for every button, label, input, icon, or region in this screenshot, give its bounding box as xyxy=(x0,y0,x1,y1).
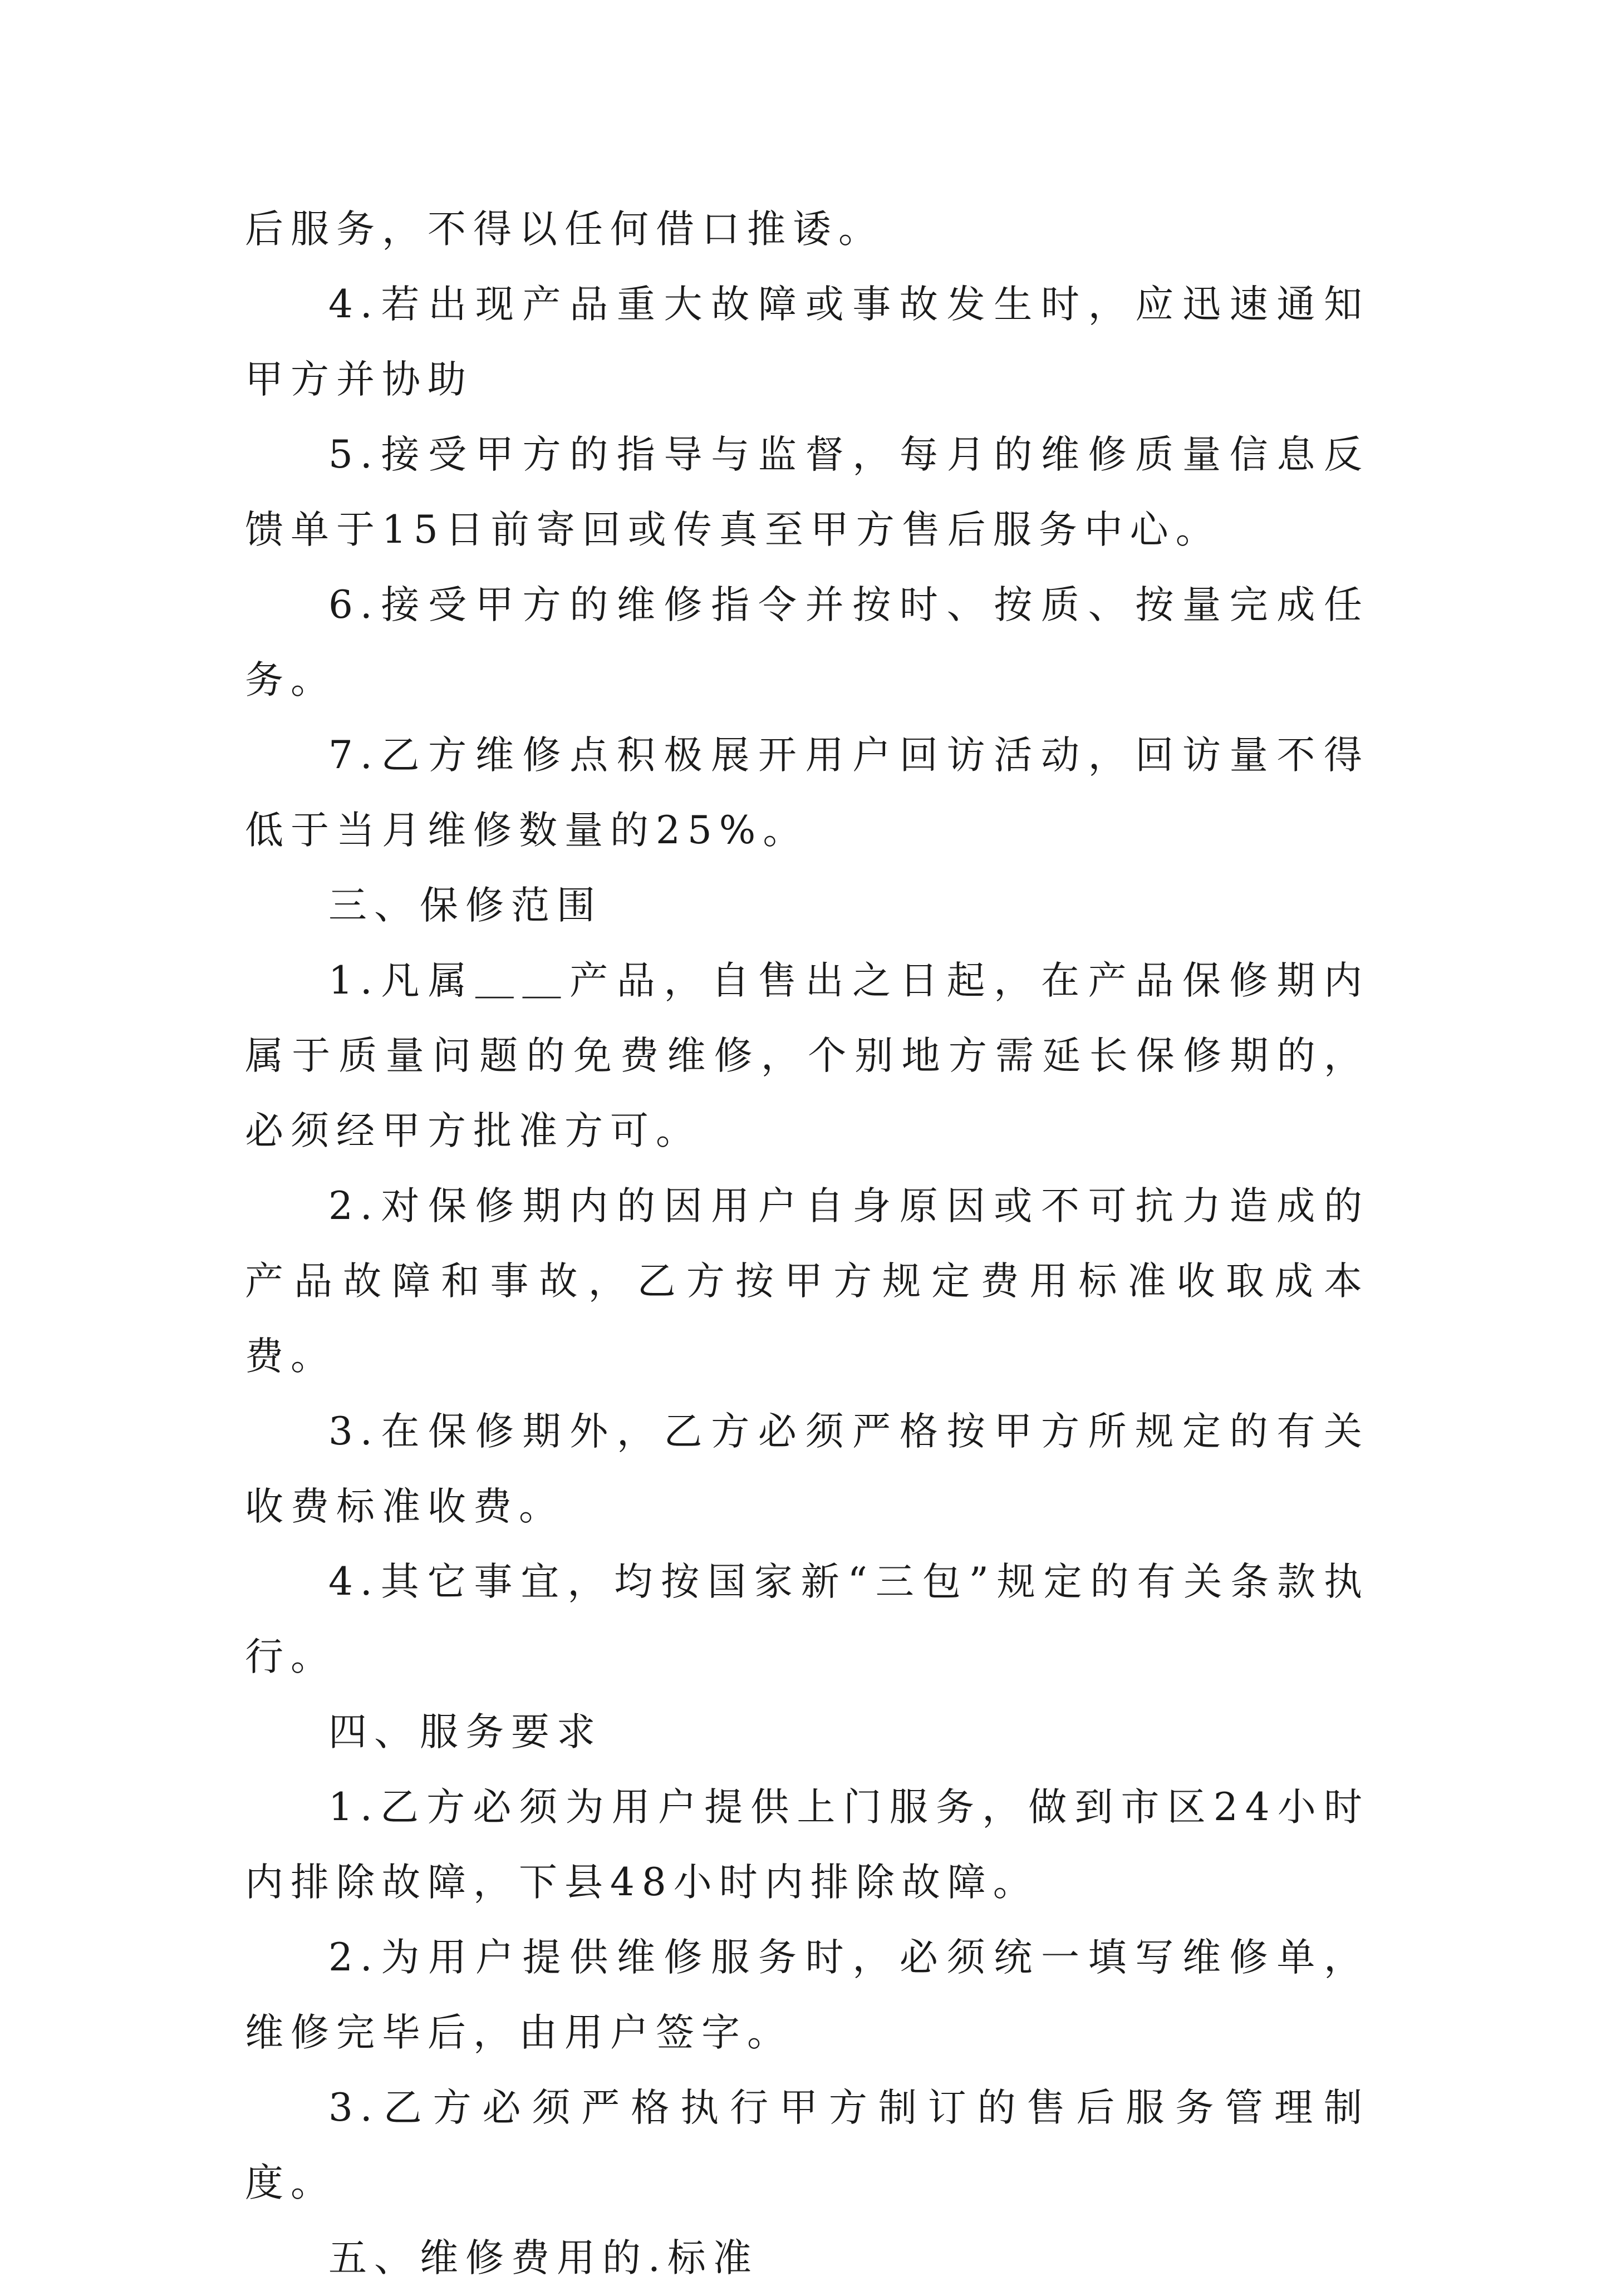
paragraph: 6.接受甲方的维修指令并按时、按质、按量完成任务。 xyxy=(245,583,1369,702)
paragraph: 3.在保修期外，乙方必须严格按甲方所规定的有关收费标准收费。 xyxy=(245,1409,1369,1529)
paragraph: 4.其它事宜，均按国家新“三包”规定的有关条款执行。 xyxy=(245,1560,1369,1679)
paragraph: 5.接受甲方的指导与监督，每月的维修质量信息反馈单于15日前寄回或传真至甲方售后服务中心。 xyxy=(245,432,1369,552)
section-heading: 四、服务要求 xyxy=(328,1710,602,1754)
section-heading: 五、维修费用的.标准 xyxy=(328,2236,759,2280)
paragraph: 2.对保修期内的因用户自身原因或不可抗力造成的产品故障和事故，乙方按甲方规定费用标准收取成本费。 xyxy=(245,1184,1369,1379)
paragraph: 2.为用户提供维修服务时，必须统一填写维修单，维修完毕后，由用户签字。 xyxy=(245,1935,1369,2055)
paragraph: 后服务，不得以任何借口推诿。 xyxy=(245,207,884,252)
paragraph: 7.乙方维修点积极展开用户回访活动，回访量不得低于当月维修数量的25%。 xyxy=(245,733,1369,853)
document-body xyxy=(245,192,1369,2296)
paragraph: 1.凡属＿＿产品，自售出之日起，在产品保修期内属于质量问题的免费维修，个别地方需延长保修期的，必须经甲方批准方可。 xyxy=(245,958,1369,1153)
paragraph: 4.若出现产品重大故障或事故发生时，应迅速通知甲方并协助 xyxy=(245,282,1369,402)
section-heading: 三、保修范围 xyxy=(328,883,602,928)
paragraph: 1.乙方必须为用户提供上门服务，做到市区24小时内排除故障，下县48小时内排除故障。 xyxy=(245,1785,1369,1905)
paragraph: 3.乙方必须严格执行甲方制订的售后服务管理制度。 xyxy=(245,2086,1369,2205)
